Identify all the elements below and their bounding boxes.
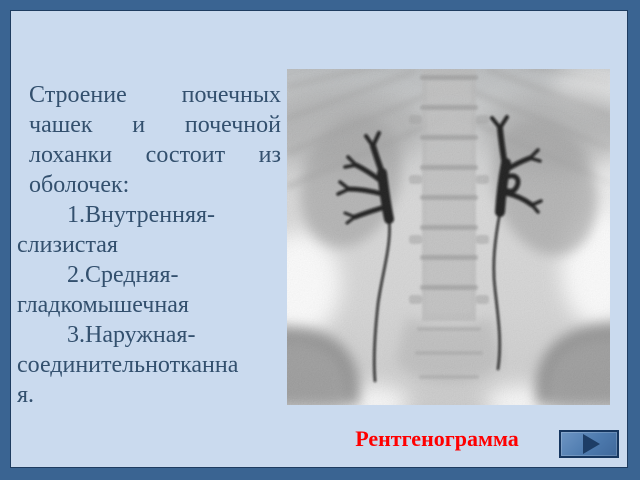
body-text-line: слизистая [17,232,118,258]
body-text-line: 1.Внутренняя- [67,202,216,228]
body-text-line: чашек и почечной [29,112,281,138]
next-slide-button[interactable] [559,430,619,458]
body-text-line: соединительнотканна [17,352,239,378]
body-text-line: я. [17,382,35,408]
body-text-line: Строение почечных [29,82,281,108]
xray-film-grain [287,69,610,405]
body-text-line: 2.Средняя- [67,262,179,288]
body-text-line: 3.Наружная- [67,322,196,348]
body-text-line: оболочек: [29,172,130,198]
play-icon [583,434,600,454]
xray-caption: Рентгенограмма [355,426,519,451]
body-text [15,80,285,410]
xray-image [287,69,610,405]
body-text-line: гладкомышечная [17,292,189,318]
body-text-line: лоханки состоит из [29,142,281,168]
